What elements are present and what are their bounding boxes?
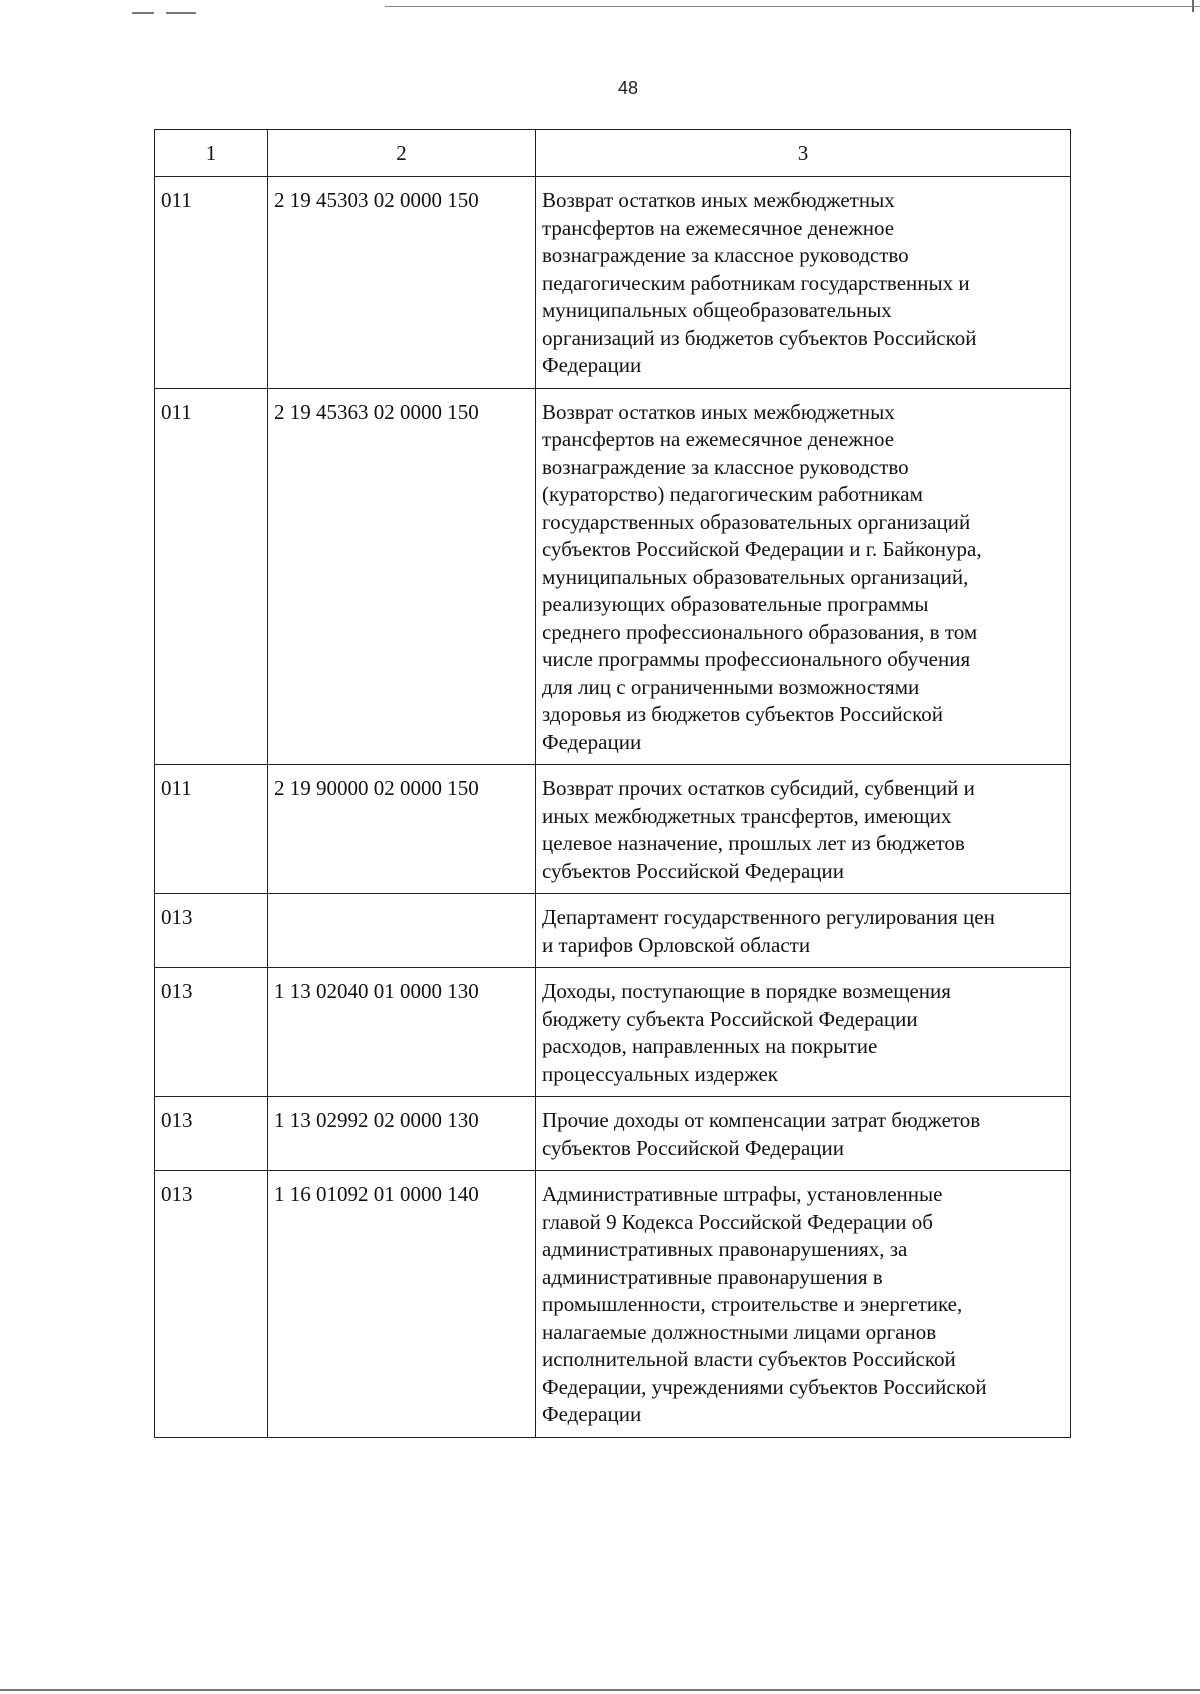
description-line: административных правонарушениях, за — [542, 1237, 908, 1261]
description-line: среднего профессионального образования, в том — [542, 619, 978, 644]
description-line: вознаграждение за классное руководство — [542, 454, 909, 479]
budget-classification-code-cell: 1 13 02040 01 0000 130 — [268, 968, 536, 1097]
admin-code-cell: 013 — [155, 1097, 268, 1171]
scan-mark — [166, 12, 196, 14]
description-line: числе программы профессионального обучения — [542, 647, 971, 671]
description-line: (кураторство) педагогическим работникам — [542, 482, 923, 506]
description-line: организаций из бюджетов субъектов Российской — [542, 325, 977, 350]
description-line: Федерации, учреждениями субъектов Российской — [542, 1374, 987, 1399]
description-line: Федерации — [542, 353, 642, 377]
description-line: расходов, направленных на покрытие — [542, 1034, 878, 1058]
budget-classification-code-cell: 2 19 45363 02 0000 150 — [268, 388, 536, 765]
description-line: Федерации — [542, 729, 642, 754]
admin-code-cell: 013 — [155, 968, 268, 1097]
description-line: субъектов Российской Федерации — [542, 858, 845, 883]
description-line: Федерации — [542, 1402, 642, 1426]
table-row — [155, 968, 1071, 1097]
description-line: субъектов Российской Федерации и г. Байконура, — [542, 537, 982, 561]
description-line: бюджету субъекта Российской Федерации — [542, 1006, 918, 1031]
description-cell — [536, 388, 1071, 765]
description-cell — [536, 177, 1071, 389]
description-line: главой 9 Кодекса Российской Федерации об — [542, 1209, 933, 1234]
description-line: Прочие доходы от компенсации затрат бюджетов — [542, 1108, 981, 1132]
admin-code-cell: 011 — [155, 388, 268, 765]
column-header-3: 3 — [536, 130, 1071, 177]
budget-classification-code-cell: 1 13 02992 02 0000 130 — [268, 1097, 536, 1171]
description-line: Доходы, поступающие в порядке возмещения — [542, 979, 951, 1003]
description-line: иных межбюджетных трансфертов, имеющих — [542, 803, 952, 828]
description-line: муниципальных общеобразовательных — [542, 298, 892, 322]
table-row — [155, 894, 1071, 968]
budget-classification-code-cell: 2 19 45303 02 0000 150 — [268, 177, 536, 389]
description-cell — [536, 765, 1071, 894]
description-cell — [536, 894, 1071, 968]
description-cell — [536, 1171, 1071, 1438]
scan-edge-bottom — [0, 1689, 1200, 1691]
description-line: Возврат остатков иных межбюджетных — [542, 399, 895, 424]
budget-classification-code-cell: 2 19 90000 02 0000 150 — [268, 765, 536, 894]
scan-edge-right — [1192, 0, 1194, 12]
admin-code-cell: 011 — [155, 765, 268, 894]
table-header-row — [155, 130, 1071, 177]
description-line: муниципальных образовательных организаций, — [542, 564, 969, 589]
description-line: процессуальных издержек — [542, 1061, 778, 1086]
description-line: для лиц с ограниченными возможностями — [542, 674, 920, 699]
description-cell — [536, 968, 1071, 1097]
admin-code-cell: 013 — [155, 894, 268, 968]
description-line: Департамент государственного регулирования цен — [542, 905, 995, 929]
page-number: 48 — [617, 78, 639, 98]
description-line: налагаемые должностными лицами органов — [542, 1319, 937, 1344]
table-body — [155, 177, 1071, 1438]
table-row — [155, 765, 1071, 894]
description-line: Возврат прочих остатков субсидий, субвенций и — [542, 776, 975, 800]
table-row — [155, 1171, 1071, 1438]
budget-codes-table — [154, 129, 1071, 1438]
budget-classification-code-cell: 1 16 01092 01 0000 140 — [268, 1171, 536, 1438]
description-line: целевое назначение, прошлых лет из бюджетов — [542, 831, 965, 855]
table-row — [155, 1097, 1071, 1171]
description-line: Возврат остатков иных межбюджетных — [542, 188, 895, 212]
description-line: государственных образовательных организаций — [542, 509, 971, 534]
description-line: педагогическим работникам государственных и — [542, 270, 970, 295]
description-line: и тарифов Орловской области — [542, 932, 811, 957]
description-line: промышленности, строительстве и энергетике, — [542, 1292, 963, 1316]
column-header-1: 1 — [155, 130, 268, 177]
description-line: вознаграждение за классное руководство — [542, 243, 909, 267]
description-line: трансфертов на ежемесячное денежное — [542, 215, 895, 240]
description-line: Административные штрафы, установленные — [542, 1182, 943, 1206]
scan-mark — [132, 12, 154, 14]
description-line: административные правонарушения в — [542, 1264, 883, 1289]
budget-classification-code-cell — [268, 894, 536, 968]
description-cell — [536, 1097, 1071, 1171]
scan-edge-top — [385, 6, 1200, 7]
admin-code-cell: 013 — [155, 1171, 268, 1438]
admin-code-cell: 011 — [155, 177, 268, 389]
description-line: субъектов Российской Федерации — [542, 1135, 845, 1160]
description-line: реализующих образовательные программы — [542, 592, 929, 616]
table-row — [155, 177, 1071, 389]
description-line: здоровья из бюджетов субъектов Российской — [542, 702, 943, 726]
column-header-2: 2 — [268, 130, 536, 177]
description-line: трансфертов на ежемесячное денежное — [542, 427, 895, 451]
description-line: исполнительной власти субъектов Российской — [542, 1347, 956, 1371]
table-row — [155, 388, 1071, 765]
